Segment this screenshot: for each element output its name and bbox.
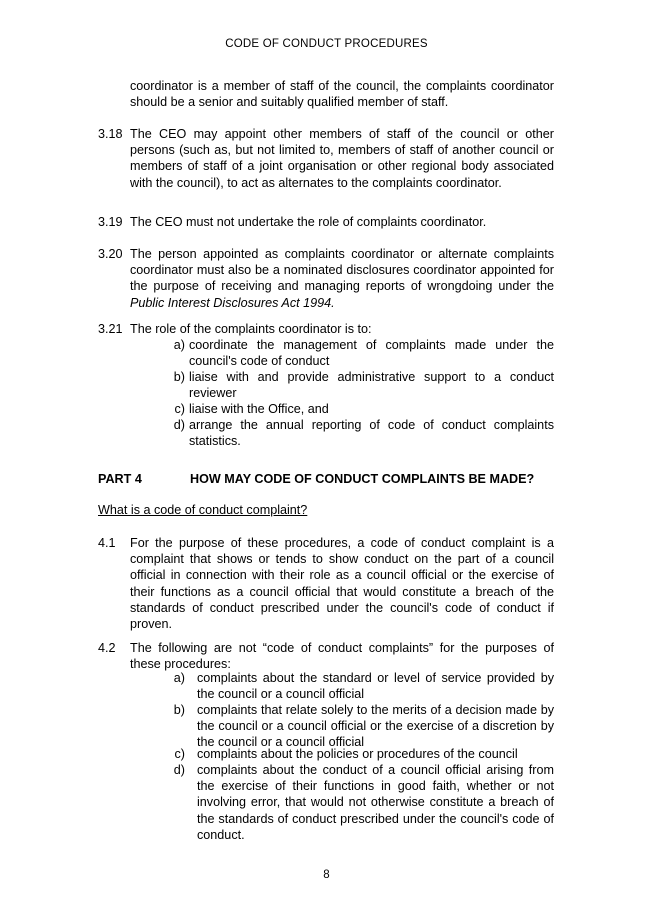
clause-text: The role of the complaints coordinator is to: [130,322,372,336]
list-letter: d) [173,418,185,432]
list-letter: b) [173,370,185,384]
list-letter: c) [174,747,185,761]
list-text: complaints about the conduct of a council official arising from the exercise of their functions in good faith, whether or not involving error, that would not otherwise constitute a breach of the standards of conduct prescribed under the council's code of conduct. [197,763,554,842]
continuation-paragraph: coordinator is a member of staff of the council, the complaints coordinator should be a senior and suitably qualified member of staff. [130,79,554,110]
clause-number: 4.1 [98,536,116,550]
act-title: Public Interest Disclosures Act 1994. [130,295,335,310]
clause-text [130,246,554,311]
running-header: CODE OF CONDUCT PROCEDURES [225,38,428,50]
list-text: coordinate the management of complaints made under the council's code of conduct [189,338,554,369]
list-item [165,746,555,762]
list-text: liaise with and provide administrative support to a conduct reviewer [189,370,554,401]
list-text: complaints that relate solely to the merits of a decision made by the council or a council official or the exercise of a discretion by the council or a council official [197,703,554,750]
list-text: arrange the annual reporting of code of conduct complaints statistics. [189,418,554,449]
list-item [165,670,555,702]
list-item [165,369,555,401]
list-item [165,417,555,449]
list-letter: b) [173,703,185,717]
clause-text: The CEO may appoint other members of staff of the council or other persons (such as, but not limited to, members of staff of another council or members of staff of a joint organisation or other regional body associated with the council), to act as alternates to the complaints coordinator. [130,127,554,190]
list-letter: a) [173,671,185,685]
list-text: complaints about the policies or procedures of the council [197,747,518,761]
list-letter: c) [174,402,185,416]
clause-text: The CEO must not undertake the role of complaints coordinator. [130,215,487,229]
part-title: HOW MAY CODE OF CONDUCT COMPLAINTS BE MADE? [190,472,535,486]
clause-text: The following are not “code of conduct complaints” for the purposes of these procedures: [130,641,554,672]
clause-number: 3.21 [98,322,123,336]
list-letter: a) [173,338,185,352]
list-letter: d) [173,763,185,777]
list-item [165,702,555,750]
list-text: complaints about the standard or level of service provided by the council or a council official [197,671,554,702]
clause-number: 4.2 [98,641,116,655]
list-item [165,401,555,417]
list-item [165,337,555,369]
section-subheading: What is a code of conduct complaint? [98,503,308,517]
clause-body: The person appointed as complaints coordinator or alternate complaints coordinator must also be a nominated disclosures coordinator appointed for the purpose of receiving and managing reports of wrongdoing under the [130,247,554,294]
clause-text: For the purpose of these procedures, a code of conduct complaint is a complaint that shows or tends to show conduct on the part of a council official in connection with their role as a council official or the exercise of their functions as a council official that would constitute a breach of the standards of conduct prescribed under the council's code of conduct if proven. [130,536,554,632]
page-number: 8 [323,869,330,881]
list-text: liaise with the Office, and [189,402,329,416]
clause-number: 3.18 [98,127,123,141]
clause-number: 3.20 [98,247,123,261]
part-number: PART 4 [98,472,142,486]
list-item [165,762,555,842]
clause-number: 3.19 [98,215,123,229]
